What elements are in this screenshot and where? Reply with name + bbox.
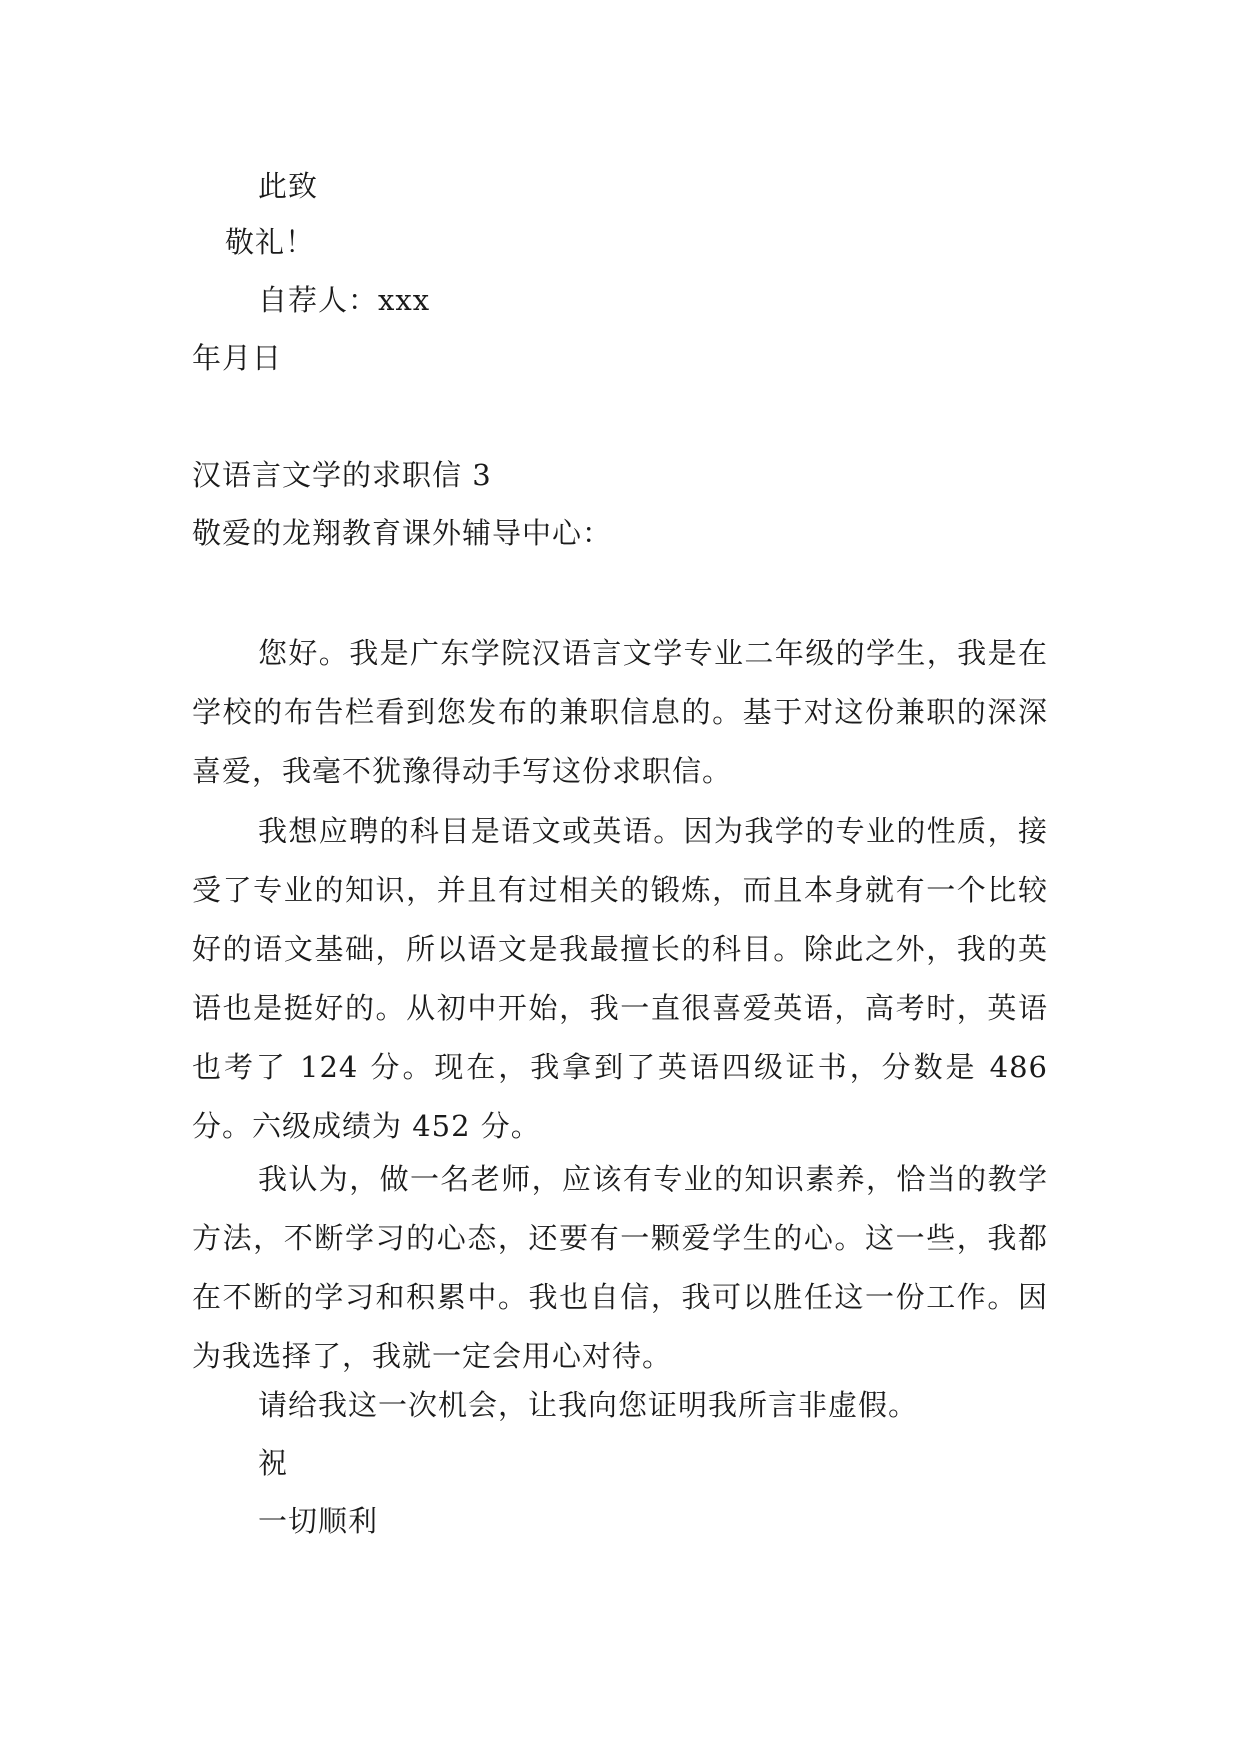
closing-salutation: 此致 <box>258 169 319 203</box>
request-line: 请给我这一次机会，让我向您证明我所言非虚假。 <box>258 1388 919 1422</box>
wish-line: 祝 <box>258 1446 289 1480</box>
signer-line: 自荐人：xxx <box>258 283 431 317</box>
letter-recipient: 敬爱的龙翔教育课外辅导中心： <box>192 516 613 550</box>
wish-content: 一切顺利 <box>258 1504 379 1538</box>
paragraph-intro: 您好。我是广东学院汉语言文学专业二年级的学生，我是在学校的布告栏看到您发布的兼职信息的。基于对这份兼职的深深喜爱，我毫不犹豫得动手写这份求职信。 <box>192 636 1048 788</box>
paragraph-subjects: 我想应聘的科目是语文或英语。因为我学的专业的性质，接受了专业的知识，并且有过相关的锻炼，而且本身就有一个比较好的语文基础，所以语文是我最擅长的科目。除此之外，我的英语也是挺好的。从初中开始，我一直很喜爱英语，高考时，英语也考了 124 分。现在，我拿到了英语四级证书，分数是 486 分。六级成绩为 452 分。 <box>192 814 1048 1143</box>
paragraph-teaching-view: 我认为，做一名老师，应该有专业的知识素养，恰当的教学方法，不断学习的心态，还要有一颗爱学生的心。这一些，我都在不断的学习和积累中。我也自信，我可以胜任这一份工作。因为我选择了，我就一定会用心对待。 <box>192 1162 1048 1373</box>
date-line: 年月日 <box>192 341 283 375</box>
letter-title: 汉语言文学的求职信 3 <box>192 458 492 492</box>
closing-regards: 敬礼！ <box>225 225 316 259</box>
